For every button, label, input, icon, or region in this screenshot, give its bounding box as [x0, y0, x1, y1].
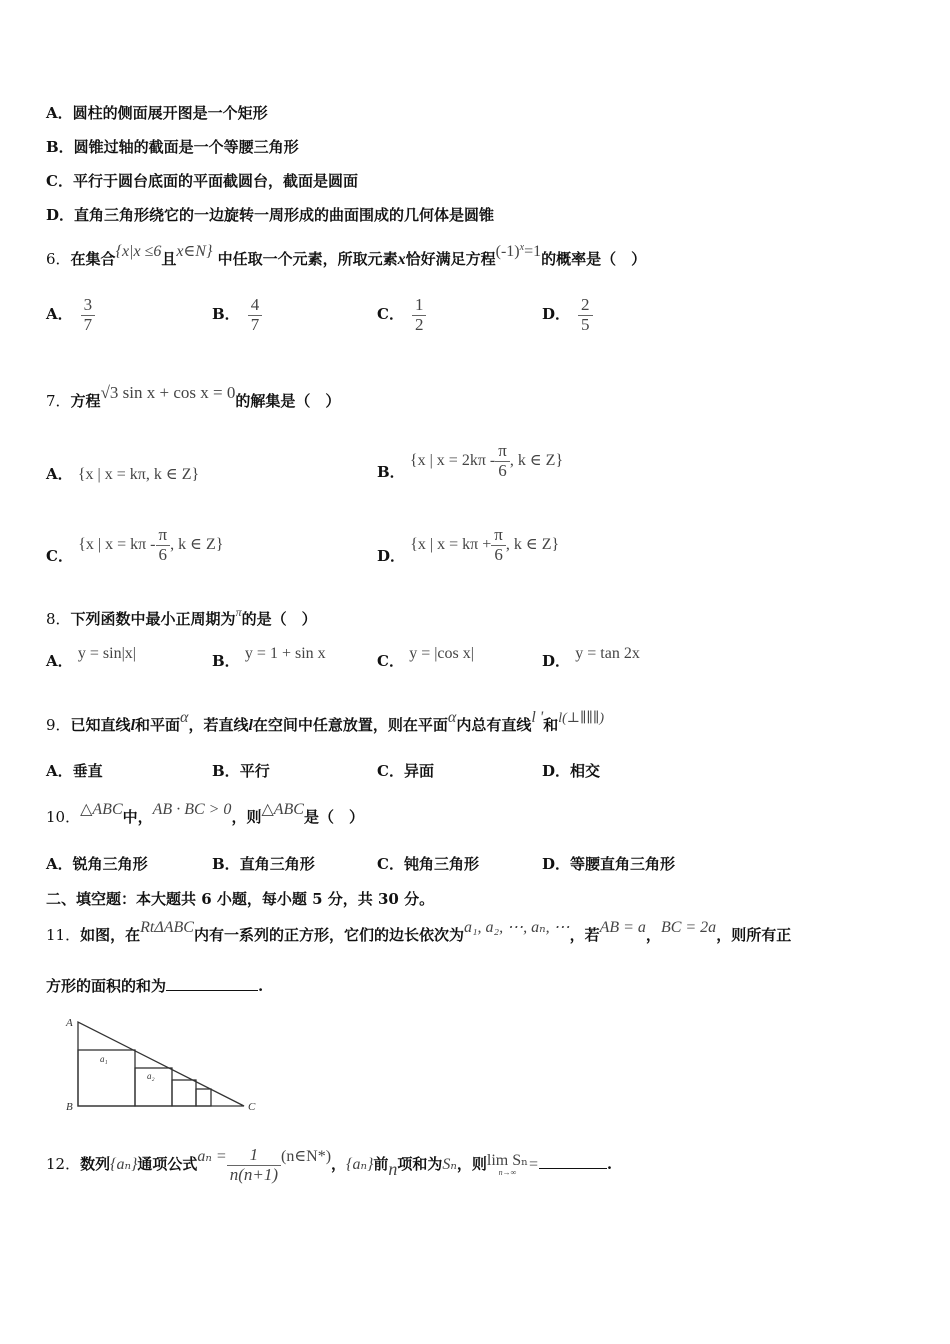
- question-11-line-2: 方形的面积的和为 .: [46, 977, 264, 995]
- q5-option-d: D．直角三角形绕它的一边旋转一周形成的曲面围成的几何体是圆锥: [46, 206, 495, 224]
- q10-option-a: A．锐角三角形: [46, 855, 148, 873]
- q6-option-b: B． $\frac{4}{7}$: [212, 296, 262, 334]
- label-a2: a₂: [147, 1071, 155, 1081]
- q8-option-a: A． y = sin|x|: [46, 645, 136, 670]
- q10-option-b: B．直角三角形: [212, 855, 315, 873]
- label-c: C: [248, 1101, 256, 1113]
- triangle-squares-figure: [64, 1014, 264, 1116]
- q10-option-d: D．等腰直角三角形: [542, 855, 676, 873]
- q9-option-d: D．相交: [542, 762, 601, 780]
- answer-blank-12[interactable]: [539, 1168, 607, 1169]
- square-a3: [172, 1080, 196, 1106]
- q9-option-c: C．异面: [377, 762, 434, 780]
- question-12: 12．数列{aₙ}通项公式aₙ = $\frac{1}{n(n+1)}$ (n∈N*)，{aₙ}前n项和为Sₙ，则 lim Sₙ n→∞ = .: [46, 1145, 613, 1184]
- q6-option-c: C． $\frac{1}{2}$: [377, 296, 426, 334]
- question-11: 11．如图，在RtΔABC内有一系列的正方形，它们的边长依次为a₁, a₂, ⋯, aₙ, ⋯，若AB = a，BC = 2a，则所有正: [46, 919, 792, 944]
- question-8: 8．下列函数中最小正周期为$^\pi$的是（ ）: [46, 605, 317, 628]
- q8-option-d: D． y = tan 2x: [542, 645, 640, 670]
- q7-option-b: B． {x | x = 2kπ - $\frac{\pi}{6}$ , k ∈ Z}: [377, 441, 564, 482]
- label-a: A: [66, 1017, 73, 1029]
- question-10: 10．△ABC中，AB · BC > 0，则△ABC是（ ）: [46, 801, 364, 826]
- question-7: 7．方程√3 sin x + cos x = 0的解集是（ ）: [46, 383, 341, 410]
- question-9: 9．已知直线l和平面α，若直线l在空间中任意放置，则在平面α内总有直线l '和l(⊥∥∥∥): [46, 709, 605, 734]
- right-triangle: [78, 1022, 244, 1106]
- q8-option-c: C． y = |cos x|: [377, 645, 474, 670]
- label-b: B: [66, 1101, 73, 1113]
- q7-option-c: C． {x | x = kπ - $\frac{\pi}{6}$ , k ∈ Z}: [46, 525, 224, 566]
- q10-option-c: C．钝角三角形: [377, 855, 479, 873]
- q9-option-a: A．垂直: [46, 762, 103, 780]
- answer-blank-11[interactable]: [166, 990, 258, 991]
- section-heading-fill-in: 二、填空题：本大题共 6 小题，每小题 5 分，共 30 分。: [46, 890, 435, 908]
- q5-option-c: C．平行于圆台底面的平面截圆台，截面是圆面: [46, 172, 358, 190]
- q8-option-b: B． y = 1 + sin x: [212, 645, 326, 670]
- q5-option-b: B．圆锥过轴的截面是一个等腰三角形: [46, 138, 299, 156]
- q6-option-a: A． $\frac{3}{7}$: [46, 296, 95, 334]
- q7-option-d: D． {x | x = kπ + $\frac{\pi}{6}$ , k ∈ Z}: [377, 525, 560, 566]
- question-6: 6．在集合{x|x ≤6且x∈N} 中任取一个元素，所取元素x恰好满足方程$(-1)^x=1$的概率是（ ）: [46, 242, 647, 268]
- q9-option-b: B．平行: [212, 762, 270, 780]
- q7-option-a: A． {x | x = kπ, k ∈ Z}: [46, 465, 200, 483]
- square-a4: [196, 1089, 211, 1106]
- q5-option-a: A．圆柱的侧面展开图是一个矩形: [46, 104, 268, 122]
- q6-option-d: D． $\frac{2}{5}$: [542, 296, 593, 334]
- label-a1: a₁: [100, 1054, 108, 1064]
